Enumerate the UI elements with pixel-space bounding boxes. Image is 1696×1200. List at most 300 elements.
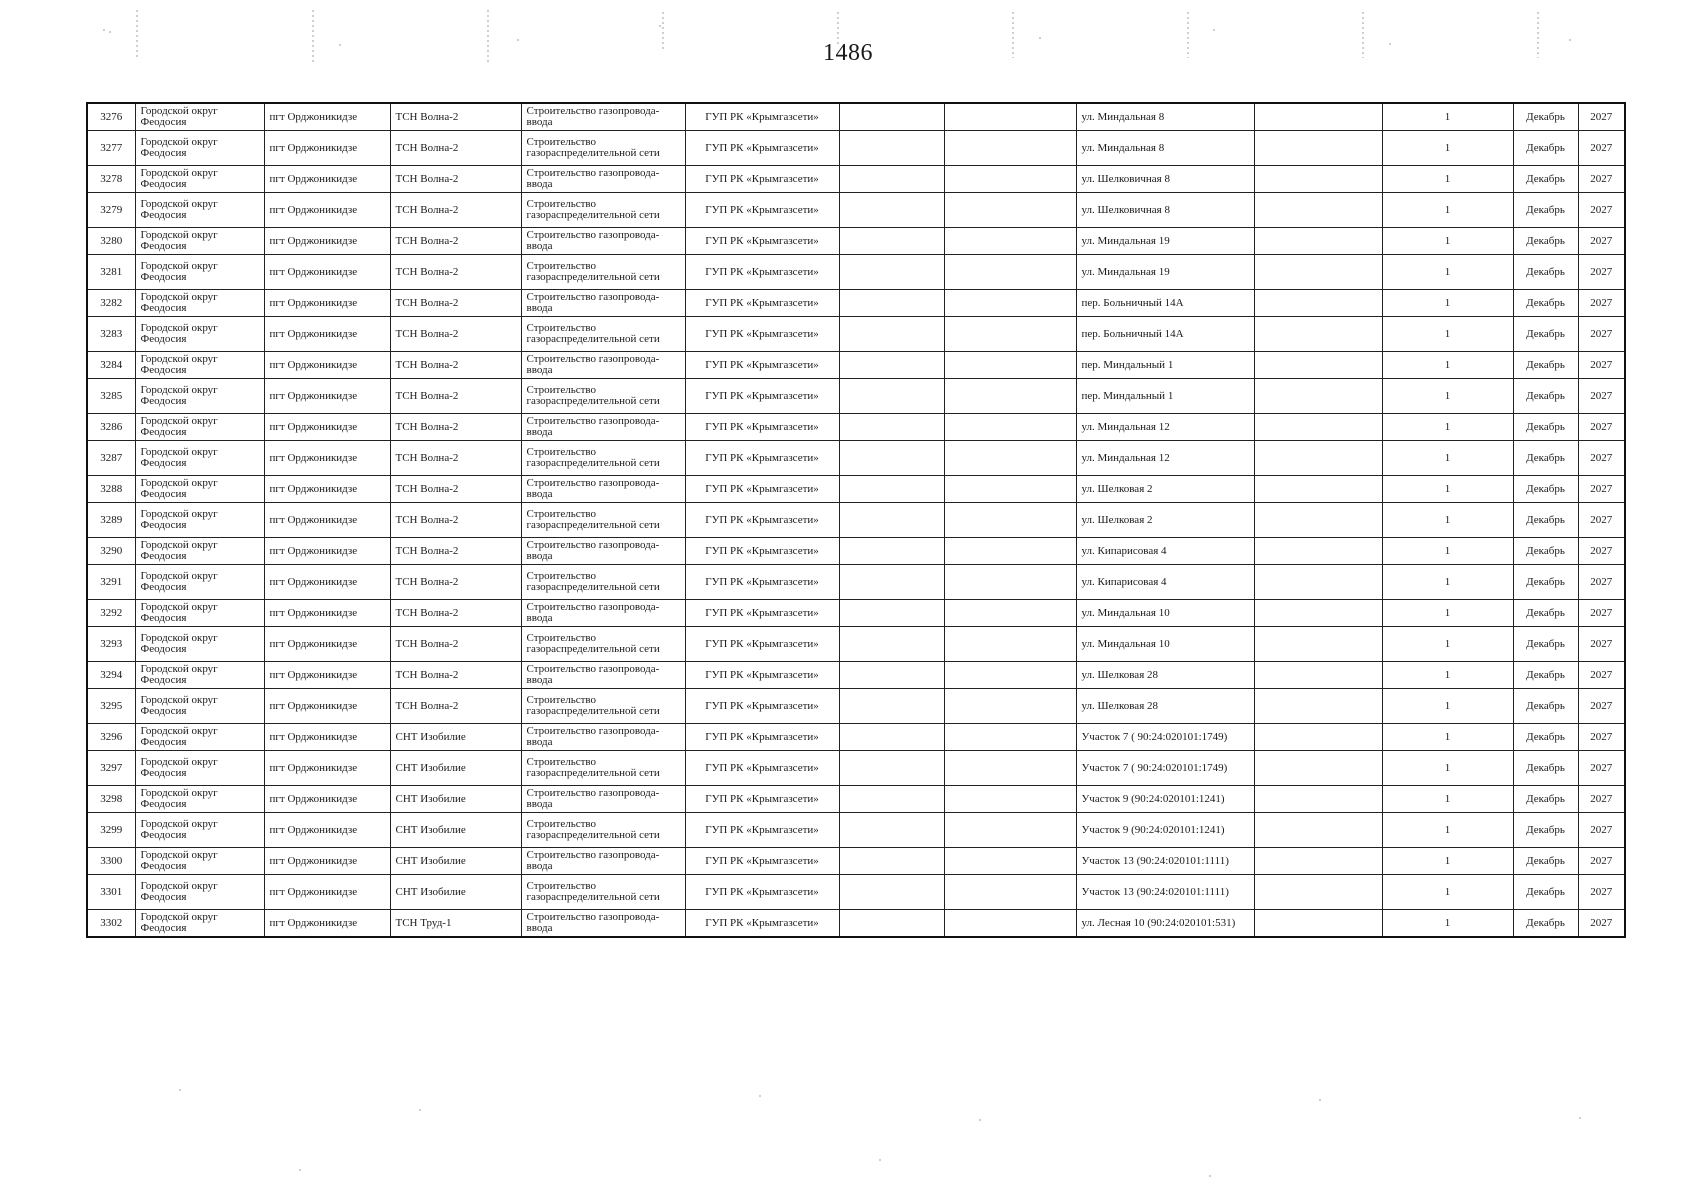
organization-cell: ГУП РК «Крымгазсети»	[685, 910, 839, 938]
empty-cell	[944, 476, 1076, 503]
row-number: 3281	[87, 255, 135, 290]
district-cell: Городской округ Феодосия	[135, 103, 264, 131]
empty-cell	[944, 662, 1076, 689]
quantity-cell: 1	[1382, 476, 1513, 503]
settlement-cell: пгт Орджоникидзе	[264, 441, 390, 476]
organization-cell: ГУП РК «Крымгазсети»	[685, 662, 839, 689]
empty-cell	[1254, 875, 1382, 910]
empty-cell	[1254, 848, 1382, 875]
empty-cell	[1254, 317, 1382, 352]
settlement-cell: пгт Орджоникидзе	[264, 317, 390, 352]
settlement-cell: пгт Орджоникидзе	[264, 166, 390, 193]
empty-cell	[1254, 689, 1382, 724]
empty-cell	[1254, 379, 1382, 414]
month-cell: Декабрь	[1513, 662, 1578, 689]
partnership-cell: СНТ Изобилие	[390, 751, 521, 786]
empty-cell	[1254, 910, 1382, 938]
table-row	[87, 290, 1625, 317]
partnership-cell: ТСН Волна-2	[390, 352, 521, 379]
organization-cell: ГУП РК «Крымгазсети»	[685, 538, 839, 565]
table-row	[87, 786, 1625, 813]
empty-cell	[839, 724, 944, 751]
organization-cell: ГУП РК «Крымгазсети»	[685, 441, 839, 476]
empty-cell	[1254, 476, 1382, 503]
quantity-cell: 1	[1382, 317, 1513, 352]
empty-cell	[1254, 662, 1382, 689]
month-cell: Декабрь	[1513, 441, 1578, 476]
settlement-cell: пгт Орджоникидзе	[264, 503, 390, 538]
address-cell: ул. Кипарисовая 4	[1076, 565, 1254, 600]
district-cell: Городской округ Феодосия	[135, 786, 264, 813]
month-cell: Декабрь	[1513, 103, 1578, 131]
empty-cell	[839, 910, 944, 938]
empty-cell	[944, 131, 1076, 166]
row-number: 3283	[87, 317, 135, 352]
empty-cell	[839, 627, 944, 662]
empty-cell	[944, 103, 1076, 131]
empty-cell	[1254, 166, 1382, 193]
year-cell: 2027	[1578, 441, 1625, 476]
settlement-cell: пгт Орджоникидзе	[264, 379, 390, 414]
empty-cell	[944, 600, 1076, 627]
organization-cell: ГУП РК «Крымгазсети»	[685, 352, 839, 379]
year-cell: 2027	[1578, 166, 1625, 193]
quantity-cell: 1	[1382, 352, 1513, 379]
empty-cell	[944, 414, 1076, 441]
year-cell: 2027	[1578, 317, 1625, 352]
work-type-cell: Строительство газопровода-ввода	[521, 290, 685, 317]
quantity-cell: 1	[1382, 414, 1513, 441]
settlement-cell: пгт Орджоникидзе	[264, 290, 390, 317]
empty-cell	[1254, 565, 1382, 600]
district-cell: Городской округ Феодосия	[135, 848, 264, 875]
work-type-cell: Строительство газораспределительной сети	[521, 503, 685, 538]
work-type-cell: Строительство газопровода-ввода	[521, 228, 685, 255]
quantity-cell: 1	[1382, 290, 1513, 317]
empty-cell	[839, 228, 944, 255]
empty-cell	[944, 627, 1076, 662]
organization-cell: ГУП РК «Крымгазсети»	[685, 228, 839, 255]
settlement-cell: пгт Орджоникидзе	[264, 131, 390, 166]
table-row	[87, 538, 1625, 565]
partnership-cell: ТСН Волна-2	[390, 131, 521, 166]
partnership-cell: СНТ Изобилие	[390, 813, 521, 848]
empty-cell	[1254, 414, 1382, 441]
year-cell: 2027	[1578, 627, 1625, 662]
settlement-cell: пгт Орджоникидзе	[264, 813, 390, 848]
month-cell: Декабрь	[1513, 910, 1578, 938]
quantity-cell: 1	[1382, 627, 1513, 662]
month-cell: Декабрь	[1513, 414, 1578, 441]
empty-cell	[944, 751, 1076, 786]
work-type-cell: Строительство газопровода-ввода	[521, 103, 685, 131]
empty-cell	[839, 379, 944, 414]
address-cell: Участок 7 ( 90:24:020101:1749)	[1076, 724, 1254, 751]
settlement-cell: пгт Орджоникидзе	[264, 352, 390, 379]
settlement-cell: пгт Орджоникидзе	[264, 255, 390, 290]
table-row	[87, 875, 1625, 910]
month-cell: Декабрь	[1513, 193, 1578, 228]
district-cell: Городской округ Феодосия	[135, 662, 264, 689]
year-cell: 2027	[1578, 910, 1625, 938]
empty-cell	[1254, 786, 1382, 813]
quantity-cell: 1	[1382, 166, 1513, 193]
month-cell: Декабрь	[1513, 131, 1578, 166]
year-cell: 2027	[1578, 848, 1625, 875]
empty-cell	[839, 538, 944, 565]
work-type-cell: Строительство газопровода-ввода	[521, 848, 685, 875]
empty-cell	[944, 565, 1076, 600]
empty-cell	[1254, 538, 1382, 565]
address-cell: пер. Миндальный 1	[1076, 379, 1254, 414]
month-cell: Декабрь	[1513, 848, 1578, 875]
settlement-cell: пгт Орджоникидзе	[264, 600, 390, 627]
settlement-cell: пгт Орджоникидзе	[264, 193, 390, 228]
empty-cell	[839, 875, 944, 910]
row-number: 3300	[87, 848, 135, 875]
year-cell: 2027	[1578, 538, 1625, 565]
address-cell: ул. Лесная 10 (90:24:020101:531)	[1076, 910, 1254, 938]
year-cell: 2027	[1578, 131, 1625, 166]
settlement-cell: пгт Орджоникидзе	[264, 103, 390, 131]
month-cell: Декабрь	[1513, 627, 1578, 662]
organization-cell: ГУП РК «Крымгазсети»	[685, 875, 839, 910]
partnership-cell: ТСН Волна-2	[390, 689, 521, 724]
work-type-cell: Строительство газопровода-ввода	[521, 600, 685, 627]
empty-cell	[944, 290, 1076, 317]
month-cell: Декабрь	[1513, 689, 1578, 724]
year-cell: 2027	[1578, 476, 1625, 503]
address-cell: ул. Кипарисовая 4	[1076, 538, 1254, 565]
empty-cell	[1254, 600, 1382, 627]
year-cell: 2027	[1578, 379, 1625, 414]
row-number: 3295	[87, 689, 135, 724]
work-type-cell: Строительство газопровода-ввода	[521, 910, 685, 938]
work-type-cell: Строительство газопровода-ввода	[521, 786, 685, 813]
gasification-register-table	[86, 102, 1626, 938]
organization-cell: ГУП РК «Крымгазсети»	[685, 290, 839, 317]
empty-cell	[839, 352, 944, 379]
organization-cell: ГУП РК «Крымгазсети»	[685, 813, 839, 848]
month-cell: Декабрь	[1513, 600, 1578, 627]
partnership-cell: ТСН Волна-2	[390, 414, 521, 441]
settlement-cell: пгт Орджоникидзе	[264, 724, 390, 751]
quantity-cell: 1	[1382, 565, 1513, 600]
quantity-cell: 1	[1382, 910, 1513, 938]
year-cell: 2027	[1578, 813, 1625, 848]
address-cell: ул. Миндальная 19	[1076, 228, 1254, 255]
table-row	[87, 255, 1625, 290]
empty-cell	[944, 786, 1076, 813]
organization-cell: ГУП РК «Крымгазсети»	[685, 600, 839, 627]
empty-cell	[839, 441, 944, 476]
organization-cell: ГУП РК «Крымгазсети»	[685, 476, 839, 503]
empty-cell	[1254, 103, 1382, 131]
work-type-cell: Строительство газораспределительной сети	[521, 441, 685, 476]
settlement-cell: пгт Орджоникидзе	[264, 627, 390, 662]
district-cell: Городской округ Феодосия	[135, 317, 264, 352]
row-number: 3302	[87, 910, 135, 938]
month-cell: Декабрь	[1513, 538, 1578, 565]
empty-cell	[944, 689, 1076, 724]
table-row	[87, 476, 1625, 503]
quantity-cell: 1	[1382, 875, 1513, 910]
empty-cell	[1254, 627, 1382, 662]
month-cell: Декабрь	[1513, 786, 1578, 813]
quantity-cell: 1	[1382, 379, 1513, 414]
district-cell: Городской округ Феодосия	[135, 228, 264, 255]
empty-cell	[839, 131, 944, 166]
partnership-cell: ТСН Волна-2	[390, 627, 521, 662]
quantity-cell: 1	[1382, 600, 1513, 627]
row-number: 3289	[87, 503, 135, 538]
partnership-cell: ТСН Волна-2	[390, 290, 521, 317]
empty-cell	[944, 910, 1076, 938]
district-cell: Городской округ Феодосия	[135, 414, 264, 441]
empty-cell	[1254, 352, 1382, 379]
empty-cell	[944, 228, 1076, 255]
row-number: 3292	[87, 600, 135, 627]
district-cell: Городской округ Феодосия	[135, 503, 264, 538]
row-number: 3291	[87, 565, 135, 600]
district-cell: Городской округ Феодосия	[135, 627, 264, 662]
partnership-cell: ТСН Волна-2	[390, 166, 521, 193]
year-cell: 2027	[1578, 503, 1625, 538]
empty-cell	[944, 166, 1076, 193]
address-cell: ул. Миндальная 10	[1076, 627, 1254, 662]
row-number: 3277	[87, 131, 135, 166]
settlement-cell: пгт Орджоникидзе	[264, 786, 390, 813]
table-row	[87, 662, 1625, 689]
empty-cell	[944, 379, 1076, 414]
table-row	[87, 131, 1625, 166]
settlement-cell: пгт Орджоникидзе	[264, 662, 390, 689]
partnership-cell: ТСН Волна-2	[390, 565, 521, 600]
table-row	[87, 414, 1625, 441]
year-cell: 2027	[1578, 689, 1625, 724]
month-cell: Декабрь	[1513, 255, 1578, 290]
year-cell: 2027	[1578, 662, 1625, 689]
work-type-cell: Строительство газораспределительной сети	[521, 813, 685, 848]
quantity-cell: 1	[1382, 724, 1513, 751]
year-cell: 2027	[1578, 600, 1625, 627]
settlement-cell: пгт Орджоникидзе	[264, 689, 390, 724]
partnership-cell: ТСН Волна-2	[390, 317, 521, 352]
district-cell: Городской округ Феодосия	[135, 538, 264, 565]
month-cell: Декабрь	[1513, 751, 1578, 786]
empty-cell	[944, 255, 1076, 290]
address-cell: ул. Шелковая 2	[1076, 503, 1254, 538]
settlement-cell: пгт Орджоникидзе	[264, 910, 390, 938]
organization-cell: ГУП РК «Крымгазсети»	[685, 786, 839, 813]
year-cell: 2027	[1578, 255, 1625, 290]
quantity-cell: 1	[1382, 228, 1513, 255]
organization-cell: ГУП РК «Крымгазсети»	[685, 848, 839, 875]
empty-cell	[839, 786, 944, 813]
address-cell: пер. Больничный 14А	[1076, 317, 1254, 352]
row-number: 3287	[87, 441, 135, 476]
table-row	[87, 441, 1625, 476]
address-cell: ул. Миндальная 8	[1076, 131, 1254, 166]
settlement-cell: пгт Орджоникидзе	[264, 875, 390, 910]
year-cell: 2027	[1578, 290, 1625, 317]
work-type-cell: Строительство газораспределительной сети	[521, 689, 685, 724]
year-cell: 2027	[1578, 352, 1625, 379]
row-number: 3297	[87, 751, 135, 786]
empty-cell	[839, 751, 944, 786]
organization-cell: ГУП РК «Крымгазсети»	[685, 751, 839, 786]
organization-cell: ГУП РК «Крымгазсети»	[685, 255, 839, 290]
address-cell: Участок 7 ( 90:24:020101:1749)	[1076, 751, 1254, 786]
row-number: 3284	[87, 352, 135, 379]
table-row	[87, 848, 1625, 875]
empty-cell	[944, 503, 1076, 538]
district-cell: Городской округ Феодосия	[135, 724, 264, 751]
work-type-cell: Строительство газораспределительной сети	[521, 627, 685, 662]
empty-cell	[1254, 290, 1382, 317]
partnership-cell: ТСН Волна-2	[390, 379, 521, 414]
table-row	[87, 103, 1625, 131]
address-cell: Участок 13 (90:24:020101:1111)	[1076, 848, 1254, 875]
district-cell: Городской округ Феодосия	[135, 193, 264, 228]
settlement-cell: пгт Орджоникидзе	[264, 848, 390, 875]
table-row	[87, 317, 1625, 352]
address-cell: Участок 13 (90:24:020101:1111)	[1076, 875, 1254, 910]
district-cell: Городской округ Феодосия	[135, 441, 264, 476]
page-number: 1486	[823, 40, 873, 66]
organization-cell: ГУП РК «Крымгазсети»	[685, 166, 839, 193]
empty-cell	[839, 255, 944, 290]
address-cell: ул. Шелковая 2	[1076, 476, 1254, 503]
month-cell: Декабрь	[1513, 290, 1578, 317]
row-number: 3286	[87, 414, 135, 441]
month-cell: Декабрь	[1513, 875, 1578, 910]
table-row	[87, 813, 1625, 848]
quantity-cell: 1	[1382, 751, 1513, 786]
empty-cell	[944, 538, 1076, 565]
work-type-cell: Строительство газопровода-ввода	[521, 166, 685, 193]
empty-cell	[839, 414, 944, 441]
empty-cell	[839, 565, 944, 600]
row-number: 3282	[87, 290, 135, 317]
partnership-cell: ТСН Волна-2	[390, 662, 521, 689]
row-number: 3293	[87, 627, 135, 662]
empty-cell	[944, 193, 1076, 228]
work-type-cell: Строительство газопровода-ввода	[521, 476, 685, 503]
quantity-cell: 1	[1382, 848, 1513, 875]
partnership-cell: СНТ Изобилие	[390, 875, 521, 910]
settlement-cell: пгт Орджоникидзе	[264, 565, 390, 600]
empty-cell	[839, 503, 944, 538]
organization-cell: ГУП РК «Крымгазсети»	[685, 414, 839, 441]
partnership-cell: ТСН Волна-2	[390, 538, 521, 565]
work-type-cell: Строительство газопровода-ввода	[521, 538, 685, 565]
address-cell: ул. Миндальная 10	[1076, 600, 1254, 627]
empty-cell	[944, 724, 1076, 751]
quantity-cell: 1	[1382, 503, 1513, 538]
year-cell: 2027	[1578, 103, 1625, 131]
table-row	[87, 379, 1625, 414]
empty-cell	[1254, 751, 1382, 786]
organization-cell: ГУП РК «Крымгазсети»	[685, 689, 839, 724]
empty-cell	[1254, 724, 1382, 751]
row-number: 3280	[87, 228, 135, 255]
table-body	[87, 103, 1625, 937]
district-cell: Городской округ Феодосия	[135, 875, 264, 910]
quantity-cell: 1	[1382, 786, 1513, 813]
quantity-cell: 1	[1382, 103, 1513, 131]
partnership-cell: ТСН Волна-2	[390, 193, 521, 228]
table-row	[87, 503, 1625, 538]
work-type-cell: Строительство газораспределительной сети	[521, 131, 685, 166]
table-row	[87, 600, 1625, 627]
partnership-cell: ТСН Волна-2	[390, 600, 521, 627]
month-cell: Декабрь	[1513, 379, 1578, 414]
month-cell: Декабрь	[1513, 352, 1578, 379]
partnership-cell: СНТ Изобилие	[390, 848, 521, 875]
year-cell: 2027	[1578, 565, 1625, 600]
table-row	[87, 689, 1625, 724]
partnership-cell: ТСН Волна-2	[390, 503, 521, 538]
row-number: 3299	[87, 813, 135, 848]
year-cell: 2027	[1578, 228, 1625, 255]
empty-cell	[839, 662, 944, 689]
month-cell: Декабрь	[1513, 166, 1578, 193]
empty-cell	[839, 600, 944, 627]
row-number: 3279	[87, 193, 135, 228]
empty-cell	[839, 166, 944, 193]
row-number: 3296	[87, 724, 135, 751]
district-cell: Городской округ Феодосия	[135, 813, 264, 848]
work-type-cell: Строительство газораспределительной сети	[521, 565, 685, 600]
address-cell: пер. Миндальный 1	[1076, 352, 1254, 379]
table-row	[87, 166, 1625, 193]
address-cell: ул. Шелковичная 8	[1076, 193, 1254, 228]
year-cell: 2027	[1578, 875, 1625, 910]
address-cell: ул. Шелковичная 8	[1076, 166, 1254, 193]
work-type-cell: Строительство газопровода-ввода	[521, 352, 685, 379]
district-cell: Городской округ Феодосия	[135, 166, 264, 193]
table-row	[87, 724, 1625, 751]
table-row	[87, 565, 1625, 600]
settlement-cell: пгт Орджоникидзе	[264, 414, 390, 441]
quantity-cell: 1	[1382, 662, 1513, 689]
month-cell: Декабрь	[1513, 503, 1578, 538]
quantity-cell: 1	[1382, 538, 1513, 565]
work-type-cell: Строительство газораспределительной сети	[521, 255, 685, 290]
month-cell: Декабрь	[1513, 476, 1578, 503]
district-cell: Городской округ Феодосия	[135, 255, 264, 290]
row-number: 3276	[87, 103, 135, 131]
partnership-cell: ТСН Волна-2	[390, 441, 521, 476]
empty-cell	[839, 193, 944, 228]
work-type-cell: Строительство газораспределительной сети	[521, 379, 685, 414]
month-cell: Декабрь	[1513, 565, 1578, 600]
empty-cell	[944, 317, 1076, 352]
month-cell: Декабрь	[1513, 724, 1578, 751]
quantity-cell: 1	[1382, 255, 1513, 290]
organization-cell: ГУП РК «Крымгазсети»	[685, 503, 839, 538]
table-row	[87, 627, 1625, 662]
row-number: 3294	[87, 662, 135, 689]
empty-cell	[1254, 193, 1382, 228]
empty-cell	[839, 103, 944, 131]
partnership-cell: ТСН Волна-2	[390, 255, 521, 290]
partnership-cell: ТСН Труд-1	[390, 910, 521, 938]
district-cell: Городской округ Феодосия	[135, 290, 264, 317]
partnership-cell: ТСН Волна-2	[390, 103, 521, 131]
district-cell: Городской округ Феодосия	[135, 565, 264, 600]
